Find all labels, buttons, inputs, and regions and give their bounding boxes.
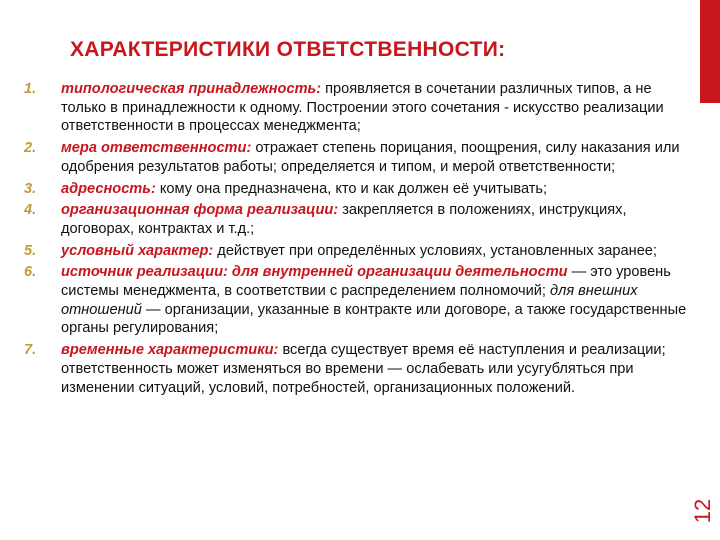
item-number: 2. [24, 140, 37, 157]
item-number: 3. [24, 180, 37, 197]
item-text: — это уровень системы менеджмента, в соответствии с распределением полномочий; [61, 264, 671, 300]
list-item [24, 201, 688, 238]
list-item [24, 263, 688, 338]
item-number: 6. [24, 264, 37, 281]
item-number: 1. [24, 81, 37, 97]
item-text-continued: — организации, указанные в контракте или договоре, а также государственные органы регулирования; [61, 301, 687, 337]
item-number: 4. [24, 202, 37, 219]
item-text: отражает степень порицания, поощрения, силу наказания или одобрения результатов работы; определяется и типом, и мерой ответственности; [61, 140, 680, 175]
item-term: условный характер: [61, 242, 214, 259]
item-text: проявляется в сочетании различных типов, а не только в принадлежности к одному. Построении этого сочетания - искусство реализации ответственности в процессах менеджмента; [61, 81, 664, 135]
item-term: временные характеристики: [61, 342, 279, 359]
slide-title: ХАРАКТЕРИСТИКИ ОТВЕТСТВЕННОСТИ: [70, 38, 506, 61]
page-number: 12 [690, 498, 715, 524]
item-term: организационная форма реализации: [61, 202, 339, 219]
item-term: мера ответственности: [61, 140, 252, 157]
item-number: 5. [24, 242, 37, 259]
item-text: кому она предназначена, кто и как должен её учитывать; [155, 180, 548, 197]
item-text: действует при определённых условиях, установленных заранее; [213, 242, 657, 259]
item-subterm-external: для внешних отношений [61, 283, 638, 318]
list-item [24, 139, 688, 176]
characteristics-list [24, 80, 688, 400]
item-term: адресность: [61, 180, 156, 197]
list-item [24, 242, 688, 261]
item-text: всегда существует время её наступления и реализации; ответственность может изменяться во времени — ослабевать или усугубляться при изменении ситуаций, условий, потребностей, организационных положений. [61, 342, 666, 396]
list-item [24, 341, 688, 397]
item-text: закрепляется в положениях, инструкциях, договорах, контрактах и т.д.; [61, 202, 627, 237]
item-term: источник реализации: [61, 264, 228, 281]
accent-bar [700, 0, 720, 103]
list-item [24, 80, 688, 136]
item-number: 7. [24, 342, 37, 359]
item-subterm-internal: для внутренней организации деятельности [227, 264, 568, 281]
list-item [24, 180, 688, 199]
item-term: типологическая принадлежность: [61, 81, 322, 97]
